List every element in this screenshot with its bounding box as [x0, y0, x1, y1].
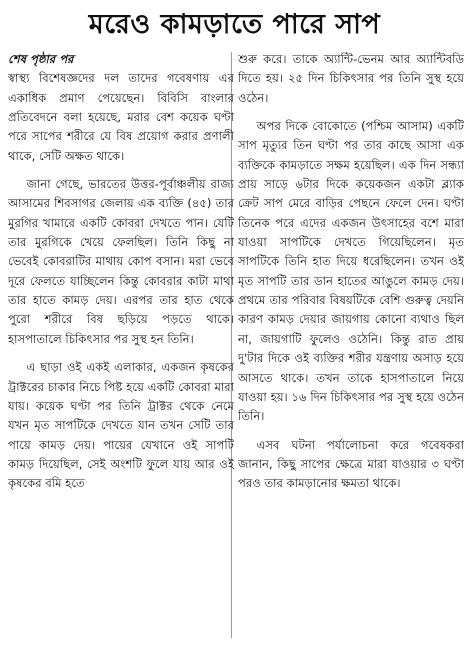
- headline: মরেও কামড়াতে পারে সাপ: [88, 9, 381, 40]
- paragraph: শুরু করে। তাকে অ্যান্টি-ভেনম আর অ্যান্টিবডি দিতে হয়। ২৫ দিন চিকিৎসার পর তিনি সুস্থ হয়ে ওঠেন।: [238, 52, 464, 105]
- paragraph: স্বাস্থ্য বিশেষজ্ঞদের দল তাদের গবেষণায় এর একাধিক প্রমাণ পেয়েছেন। বিবিসি বাংলার প্রতিবেদনে বলা হয়েছে, মরার বেশ কয়েক ঘণ্টা পরে সাপের শরীরে যে বিষ প্রয়োগ করার প্রণালী থাকে, সেটি অক্ষত থাকে।: [8, 71, 234, 163]
- right-column: [238, 50, 464, 494]
- paragraph: এসব ঘটনা পর্যালোচনা করে গবেষকরা জানান, কিছু সাপের ক্ষেত্রে মারা যাওয়ার ৩ ঘণ্টা পরও তার কামড়ানোর ক্ষমতা থাকে।: [238, 437, 464, 491]
- paragraph: অপর দিকে বোকোতে (পশ্চিম আসাম) একটি সাপ মৃত্যুর তিন ঘণ্টা পর তার কাছে আসা এক ব্যক্তিকে কামড়াতে সক্ষম হয়েছিল। এক দিন সন্ধ্যা প্রায় সাড়ে ৬টার দিকে কয়েকজন একটা ব্ল্যাক ক্রেট সাপ মেরে বাড়ির পেছনে ফেলে দেন। ঘণ্টা তিনেক পরে এদের একজন উৎসাহের বশে মারা যাওয়া সাপটিকে দেখতে গিয়েছিলেন। মৃত সাপটিকে তিনি হাত দিয়ে ধরেছিলেন। তখন ওই মৃত সাপটি তার ডান হাতের আঙুলে কামড় দেয়। প্রথমে তার পরিবার বিষয়টিকে বেশি গুরুত্ব দেয়নি কারণ কামড় দেয়ার জায়গায় কোনো ব্যথাও ছিল না, জায়গাটি ফুলেও ওঠেনি। কিন্তু রাত প্রায় দু'টার দিকে ওই ব্যক্তির শরীর যন্ত্রণায় অসাড় হয়ে আসতে থাকে। তখন তাকে হাসপাতালে নিয়ে যাওয়া হয়। ১৬ দিন চিকিৎসার পর সুস্থ হয়ে ওঠেন তিনি।: [238, 119, 464, 424]
- left-column: [8, 50, 234, 494]
- continued-from-label: শেষ পৃষ্ঠার পর: [8, 52, 74, 66]
- paragraph: এ ছাড়া ওই একই এলাকার, একজন কৃষকের ট্রাক্টরের চাকার নিচে পিষ্ট হয়ে একটি কোবরা মারা যায়। কয়েক ঘণ্টা পর তিনি ট্রাক্টর থেকে নেমে যখন মৃত সাপটিকে দেখতে যান তখন সেটি তার পায়ে কামড় দেয়। পায়ের যেখানে ওই সাপটি কামড় দিয়েছিল, সেই অংশটি ফুলে যায় আর ওই কৃষকের বমি হতে: [8, 360, 234, 491]
- paragraph: জানা গেছে, ভারতের উত্তর-পূর্বাঞ্চলীয় রাজ্য আসামের শিবসাগর জেলায় এক ব্যক্তি (৪৫) তার মুরগির খামারে একটি কোবরা দেখতে পান। যেটি তার মুরগিকে খেয়ে ফেলছিল। তিনি কিছু না ভেবেই কোবরাটির মাথায় কোপ বসান। মরা ভেবে দূরে ফেলতে যাচ্ছিলেন কিন্তু কোবরার কাটা মাথা তার হাতে কামড় দেয়। এরপর তার হাত থেকে পুরো শরীরে বিষ ছড়িয়ে পড়তে থাকে। হাসপাতালে চিকিৎসার পর সুস্থ হন তিনি।: [8, 177, 234, 346]
